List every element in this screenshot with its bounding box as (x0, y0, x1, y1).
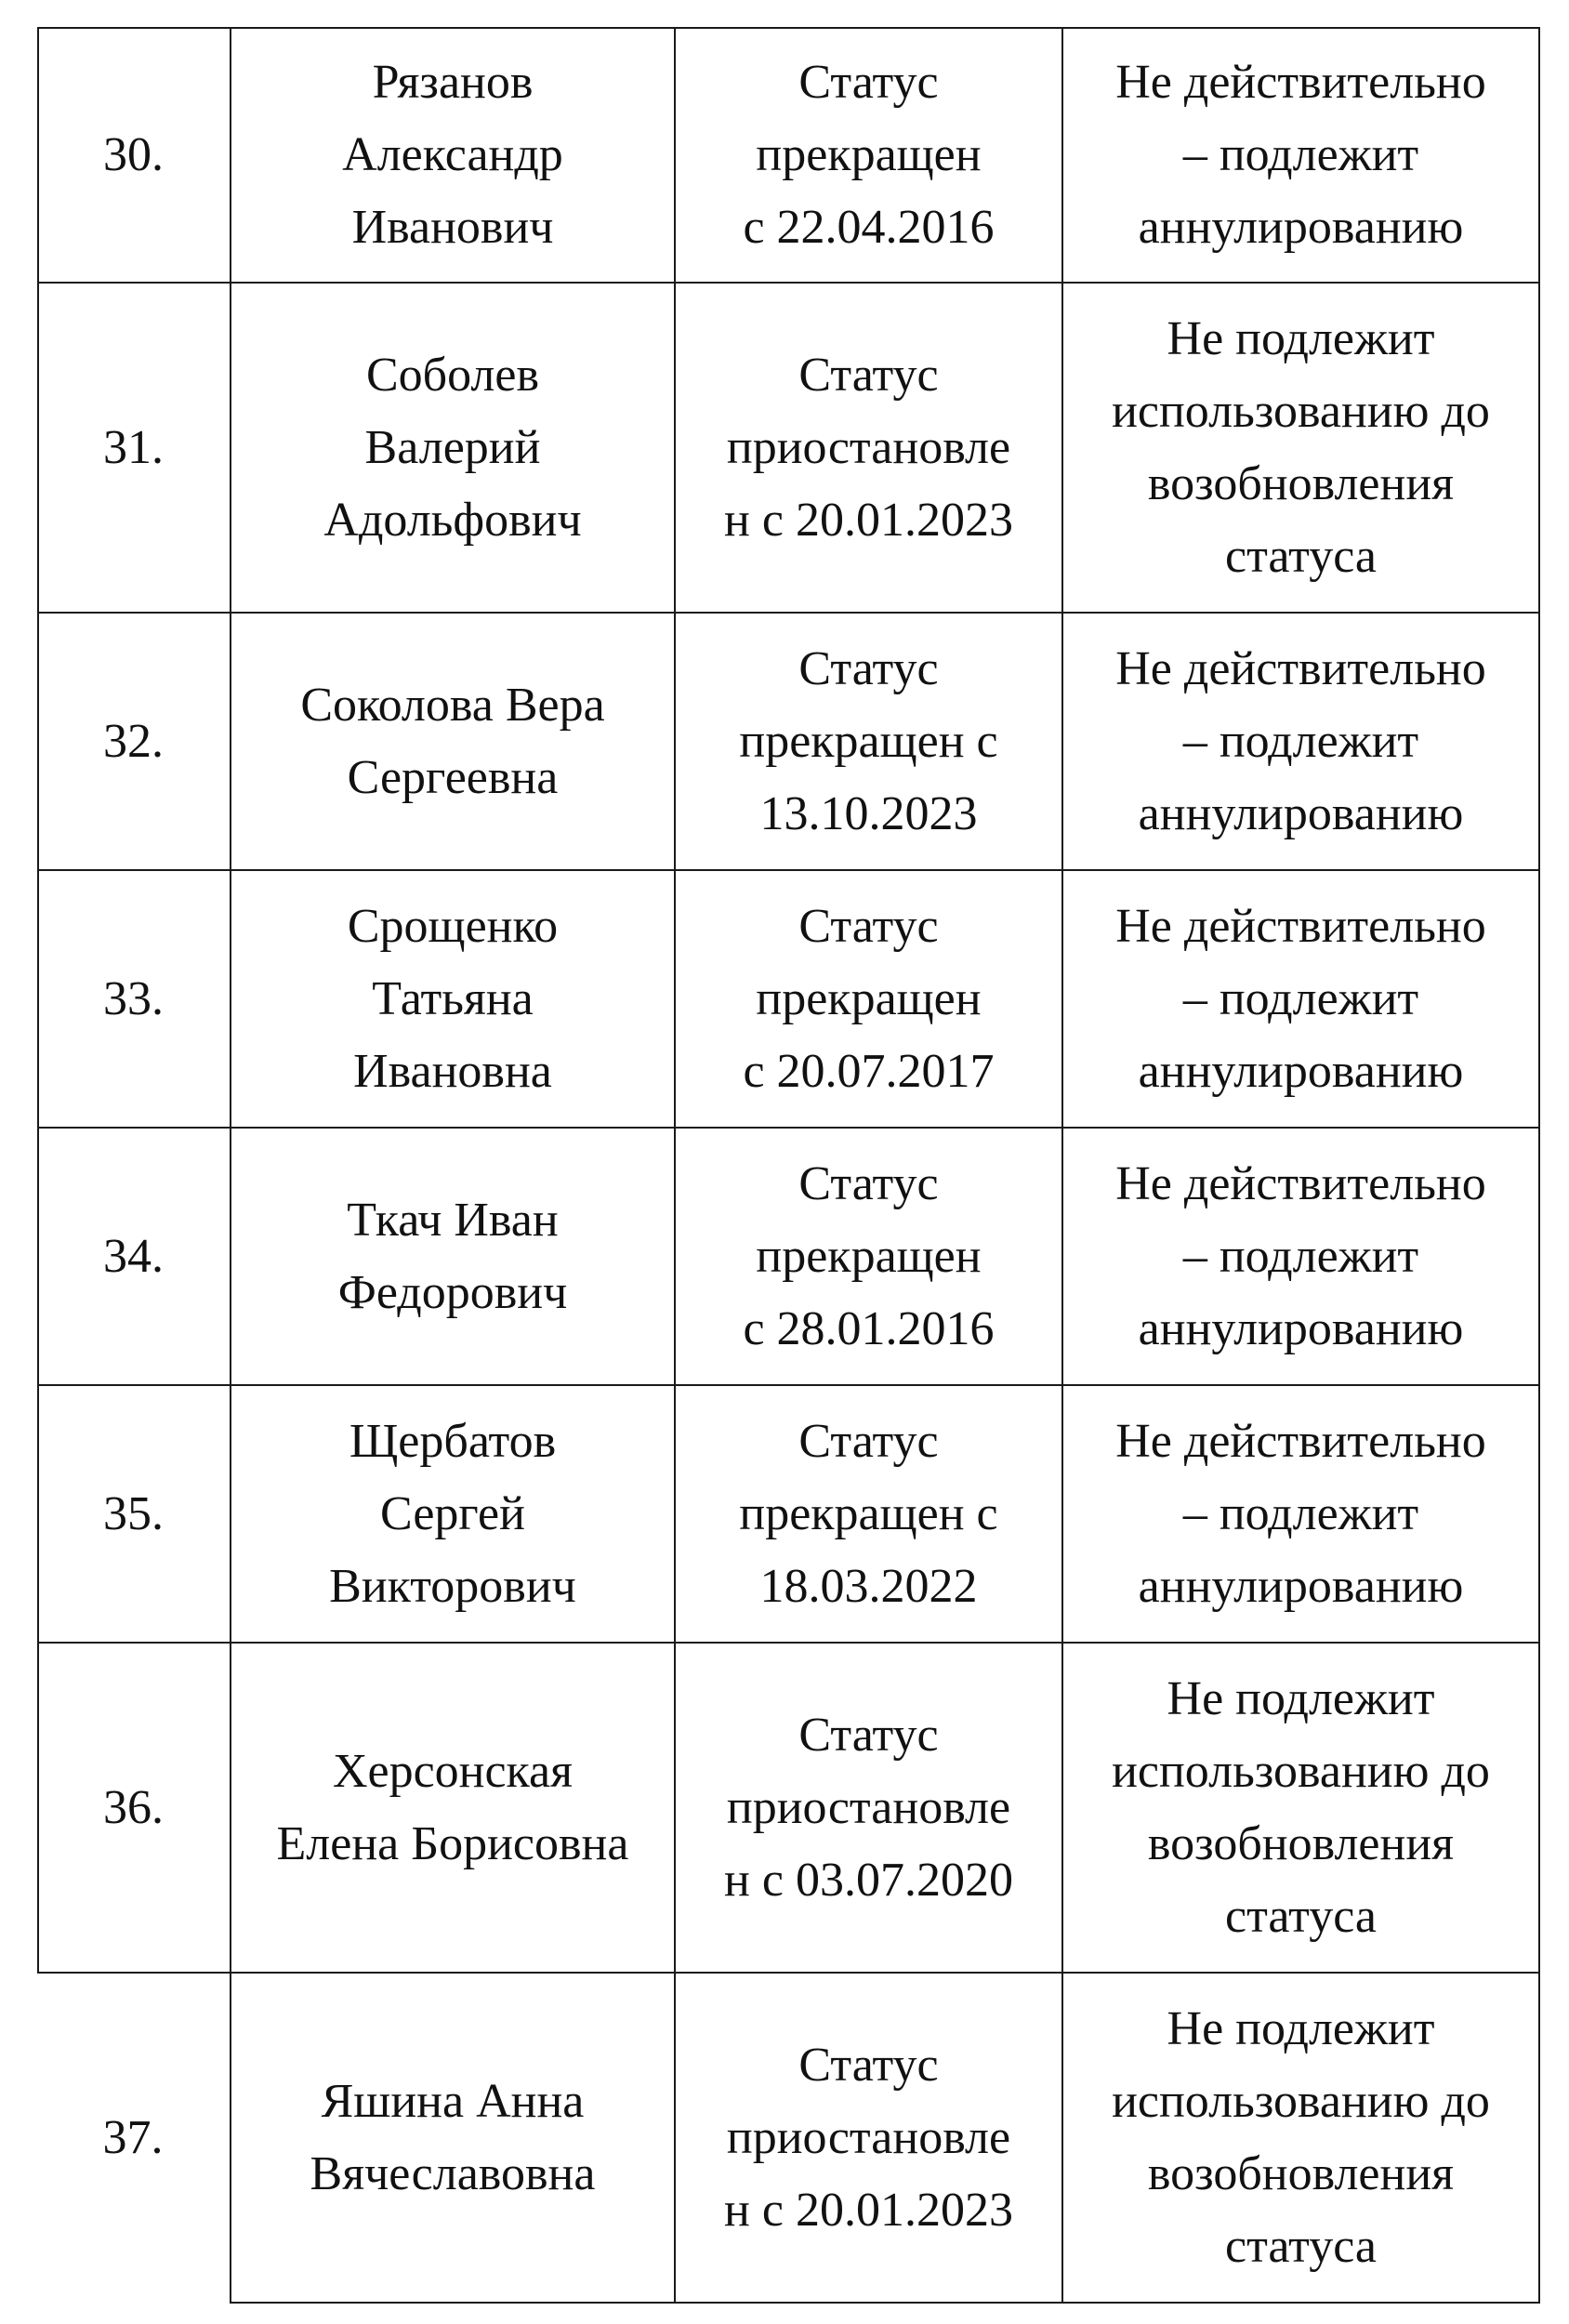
table-row (38, 1643, 1539, 1973)
note-text: Не действительно – подлежит аннулированию (1062, 1385, 1539, 1643)
row-number: 37. (38, 1973, 231, 2303)
status-text: Статус приостановле н с 20.01.2023 (675, 1973, 1062, 2303)
person-name: Херсонская Елена Борисовна (231, 1643, 675, 1973)
table-row (38, 1973, 1539, 2303)
person-name: Срощенко Татьяна Ивановна (231, 870, 675, 1128)
row-number: 32. (38, 613, 231, 870)
row-number: 35. (38, 1385, 231, 1643)
row-number: 34. (38, 1128, 231, 1385)
status-text: Статус прекращен с 22.04.2016 (675, 28, 1062, 283)
row-number: 31. (38, 283, 231, 613)
person-name: Яшина Анна Вячеславовна (231, 1973, 675, 2303)
note-text: Не действительно – подлежит аннулированию (1062, 1128, 1539, 1385)
note-text: Не подлежит использованию до возобновления статуса (1062, 1643, 1539, 1973)
status-text: Статус прекращен с 28.01.2016 (675, 1128, 1062, 1385)
note-text: Не действительно – подлежит аннулированию (1062, 28, 1539, 283)
registry-table (37, 27, 1540, 2304)
table-row (38, 1385, 1539, 1643)
status-text: Статус приостановле н с 20.01.2023 (675, 283, 1062, 613)
note-text: Не подлежит использованию до возобновления статуса (1062, 1973, 1539, 2303)
table-row (38, 283, 1539, 613)
table-row (38, 1128, 1539, 1385)
person-name: Щербатов Сергей Викторович (231, 1385, 675, 1643)
status-text: Статус прекращен с 20.07.2017 (675, 870, 1062, 1128)
person-name: Соколова Вера Сергеевна (231, 613, 675, 870)
person-name: Ткач Иван Федорович (231, 1128, 675, 1385)
row-number: 36. (38, 1643, 231, 1973)
person-name: Соболев Валерий Адольфович (231, 283, 675, 613)
person-name: Рязанов Александр Иванович (231, 28, 675, 283)
table-row (38, 870, 1539, 1128)
status-text: Статус приостановле н с 03.07.2020 (675, 1643, 1062, 1973)
status-text: Статус прекращен с 18.03.2022 (675, 1385, 1062, 1643)
table-row (38, 28, 1539, 283)
row-number: 33. (38, 870, 231, 1128)
note-text: Не подлежит использованию до возобновления статуса (1062, 283, 1539, 613)
status-text: Статус прекращен с 13.10.2023 (675, 613, 1062, 870)
table-row (38, 613, 1539, 870)
note-text: Не действительно – подлежит аннулированию (1062, 613, 1539, 870)
note-text: Не действительно – подлежит аннулированию (1062, 870, 1539, 1128)
row-number: 30. (38, 28, 231, 283)
